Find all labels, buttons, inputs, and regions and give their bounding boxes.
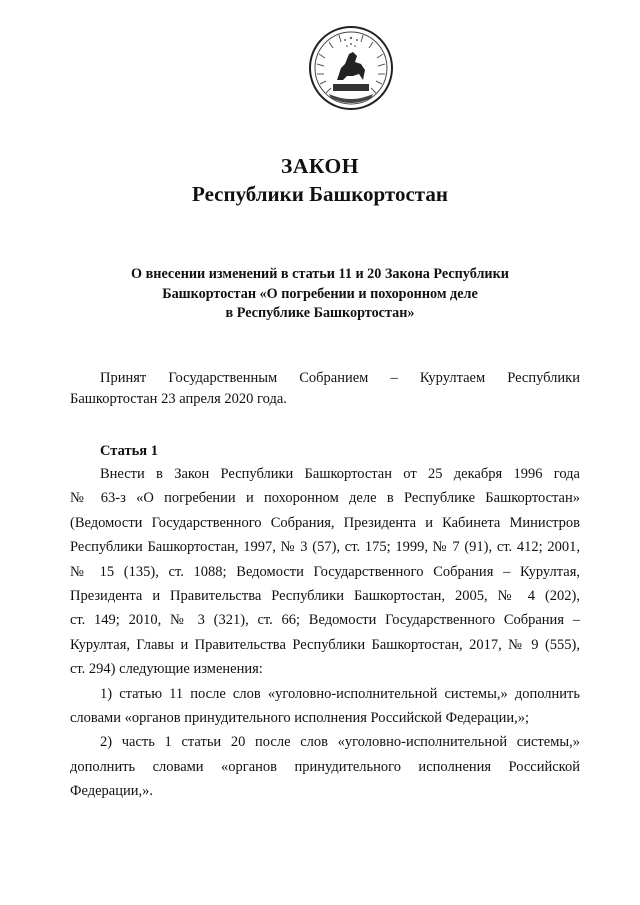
amendment-item-1-line: словами «органов принудительного исполнения Российской Федерации,»; [70,710,530,727]
article-heading: Статья 1 [100,443,158,459]
adoption-line: Принят Государственным Собранием – Курултаем Республики [100,370,580,386]
article-text-line: ст. 294) следующие изменения: [70,661,263,678]
article-text-line: ст. 149; 2010, № 3 (321), ст. 66; Ведомости Государственного Собрания – [70,612,580,629]
bashkortostan-coat-of-arms-icon [307,24,395,112]
document-type-title: ЗАКОН [281,154,359,178]
document-subject-title: Республики Башкортостан [192,182,448,206]
article-text-line: Президента и Правительства Республики Башкортостан, 2005, № 4 (202), [70,588,580,605]
law-title-line: О внесении изменений в статьи 11 и 20 Закона Республики [131,266,509,282]
amendment-item-2-line: дополнить словами «органов принудительного исполнения Российской [70,758,580,775]
law-title-line: Башкортостан «О погребении и похоронном деле [162,285,478,302]
article-text-line: Республики Башкортостан, 1997, № 3 (57), ст. 175; 1999, № 7 (91), ст. 412; 2001, [70,539,580,556]
article-text-line: № 15 (135), ст. 1088; Ведомости Государственного Собрания – Курултая, [70,563,580,580]
amendment-item-2-line: 2) часть 1 статьи 20 после слов «уголовно-исполнительной системы,» [100,734,580,751]
article-text-line: Курултая, Главы и Правительства Республики Башкортостан, 2017, № 9 (555), [70,636,580,653]
adoption-line: Башкортостан 23 апреля 2020 года. [70,391,287,407]
amendment-item-2-line: Федерации,». [70,783,153,800]
article-text-line: (Ведомости Государственного Собрания, Президента и Кабинета Министров [70,514,580,531]
law-title-line: в Республике Башкортостан» [225,305,415,321]
article-text-line: № 63-з «О погребении и похоронном деле в Республике Башкортостан» [70,490,580,507]
article-body [70,462,580,804]
article-text-line: Внести в Закон Республики Башкортостан от 25 декабря 1996 года [100,466,580,482]
adoption-statement [70,368,580,410]
law-title [80,265,560,324]
amendment-item-1-line: 1) статью 11 после слов «уголовно-исполнительной системы,» дополнить [100,685,580,702]
